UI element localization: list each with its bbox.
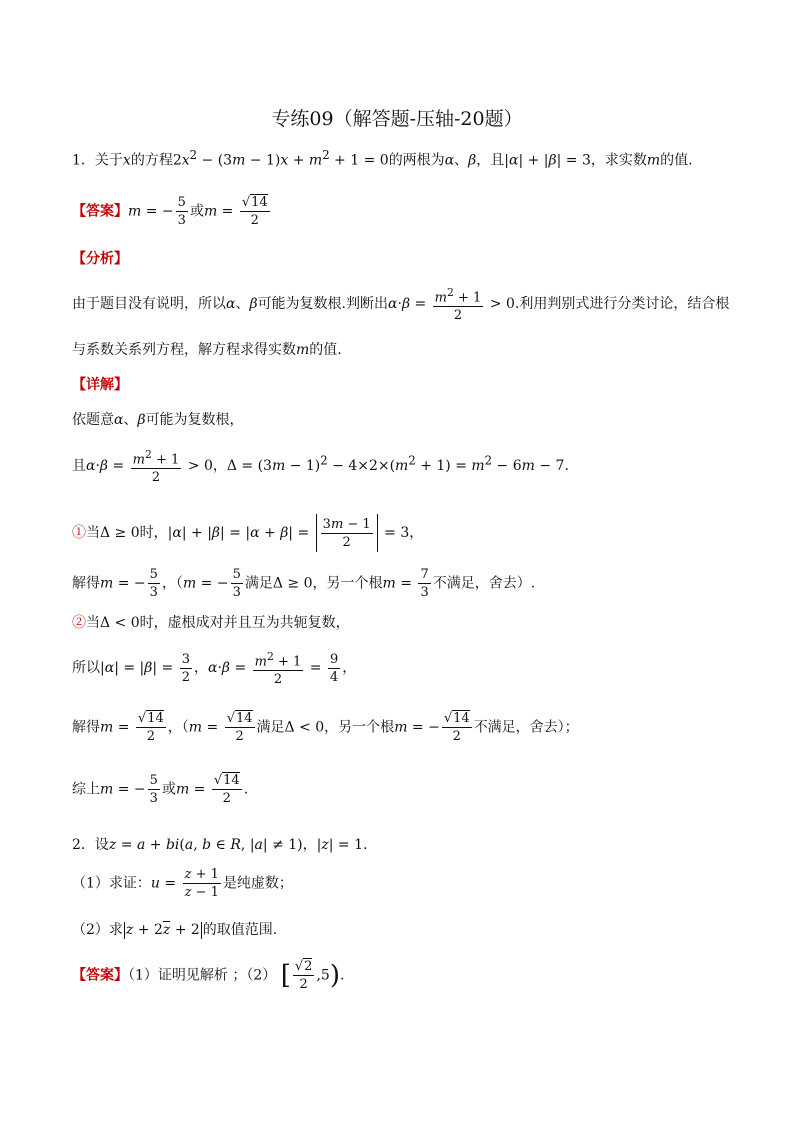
detail-text: ，（ xyxy=(167,719,189,736)
analysis-line-1: 由于题目没有说明，所以α、β可能为复数根.判断出α·β = $\frac{m^2 + 1}{2}$ > 0.利用判别式进行分类讨论，结合根 xyxy=(72,286,730,324)
q2-text: 是纯虚数； xyxy=(222,875,293,892)
detail-text: 当Δ < 0时，虚根成对并且互为共轭复数， xyxy=(86,615,350,631)
q2-text: （2）求 xyxy=(72,922,123,938)
detail-text: 满足Δ ≥ 0，另一个根 xyxy=(244,575,383,592)
detail-text: 依题意 xyxy=(72,412,114,428)
page-title: 专练09（解答题-压轴-20题） xyxy=(271,108,523,130)
q1-text: 的值. xyxy=(660,152,693,169)
analysis-text: 与系数关系列方程，解方程求得实数 xyxy=(72,342,296,358)
solve-2: 解得m = $\frac{√14}{2}$ ，（m = $\frac{√14}{2}$ 满足Δ < 0，另一个根m = − $\frac{√14}{2}$ 不满足，舍去）； xyxy=(72,711,579,744)
answer-label: 【答案】 xyxy=(72,203,128,220)
q2-text: 的取值范围. xyxy=(202,922,278,938)
detail-text: 当Δ ≥ 0时， xyxy=(86,525,168,541)
detail-line-1: 依题意α、β可能为复数根， xyxy=(72,412,244,428)
q1-number: 1． xyxy=(72,152,95,169)
analysis-text: .利用判别式进行分类讨论，结合根 xyxy=(514,296,730,313)
q1-text: 关于 xyxy=(94,152,123,169)
q1-text: 的两根为 xyxy=(388,152,445,169)
analysis-label: 【分析】 xyxy=(72,251,128,267)
so-line: 所以|α| = |β| = $\frac{3}{2}$ ，α·β = $\frac{m^2 + 1}{2}$ = $\frac{9}{4}$ ， xyxy=(72,650,357,688)
answer-label: 【答案】 xyxy=(72,967,128,984)
analysis-text: 由于题目没有说明，所以 xyxy=(72,296,226,313)
case-1-mark: ① xyxy=(72,525,86,541)
q2-part-1: （1）求证：u = $\frac{z + 1}{z - 1}$ 是纯虚数； xyxy=(72,867,293,900)
answer-1: 【答案】m = − $\frac{5}{3}$ 或m = $\frac{√14}{2}$ xyxy=(72,195,268,228)
summary: 综上m = − $\frac{5}{3}$ 或m = $\frac{√14}{2}$ . xyxy=(72,773,249,806)
q1-text: ，且 xyxy=(476,152,505,169)
detail-header xyxy=(72,374,128,394)
analysis-header xyxy=(72,248,128,268)
case-1: ①当Δ ≥ 0时，|α| + |β| = |α + β| = $\frac{3m - 1}{2}$ = 3， xyxy=(72,514,423,552)
answer-2-text: （1）证明见解析 ；（2） xyxy=(128,967,277,984)
q1-text: 的方程 xyxy=(130,152,173,169)
detail-text: 综上 xyxy=(72,781,100,798)
detail-text: 解得 xyxy=(72,719,100,736)
analysis-text: 可能为复数根.判断出 xyxy=(257,296,389,313)
q2-text: 设 xyxy=(94,837,109,853)
solve-1: 解得m = − $\frac{5}{3}$ ，（m = − $\frac{5}{3}$ 满足Δ ≥ 0，另一个根m = $\frac{7}{3}$ 不满足，舍去）. xyxy=(72,567,536,600)
question-1: 1．关于x的方程$2x^2 - (3m - 1)x + m^2 + 1 = 0$的两根为α、β，且|α| + |β| = 3，求实数m的值. xyxy=(72,148,693,169)
detail-text: 可能为复数根， xyxy=(145,412,244,428)
q1-text: ，求实数 xyxy=(590,152,647,169)
detail-text: 所以 xyxy=(72,660,100,677)
detail-text: 且 xyxy=(72,458,86,475)
or-text: 或 xyxy=(161,781,176,798)
detail-text: 不满足，舍去）； xyxy=(473,719,579,736)
or-text: 或 xyxy=(189,203,204,220)
analysis-text: 的值. xyxy=(309,342,342,358)
detail-text: 满足Δ < 0，另一个根 xyxy=(256,719,395,736)
case-2-mark: ② xyxy=(72,615,86,631)
answer-2: 【答案】（1）证明见解析 ；（2） [ $\frac{√2}{2}$ ,5). xyxy=(72,959,345,992)
q2-number: 2． xyxy=(72,837,95,853)
case-2 xyxy=(72,612,350,632)
q2-text: （1）求证： xyxy=(72,875,151,892)
detail-label: 【详解】 xyxy=(72,377,128,393)
detail-text: 不满足，舍去）. xyxy=(432,575,536,592)
q2-part-2: （2）求 $z + 2\overline{z} + 2$ 的取值范围. xyxy=(72,922,278,938)
detail-line-2: 且α·β = $\frac{m^2 + 1}{2}$ > 0，$\Delta = (3m - 1)^2 - 4\times 2\times(m^2 + 1) = m^2 - 6m - 7$. xyxy=(72,448,569,486)
question-2: 2．设z = a + bi(a, b ∈ R, |a| ≠ 1)，|z| = 1. xyxy=(72,837,368,853)
detail-text: 解得 xyxy=(72,575,100,592)
detail-text: ，（ xyxy=(161,575,183,592)
analysis-line-2: 与系数关系列方程，解方程求得实数m的值. xyxy=(72,342,342,358)
